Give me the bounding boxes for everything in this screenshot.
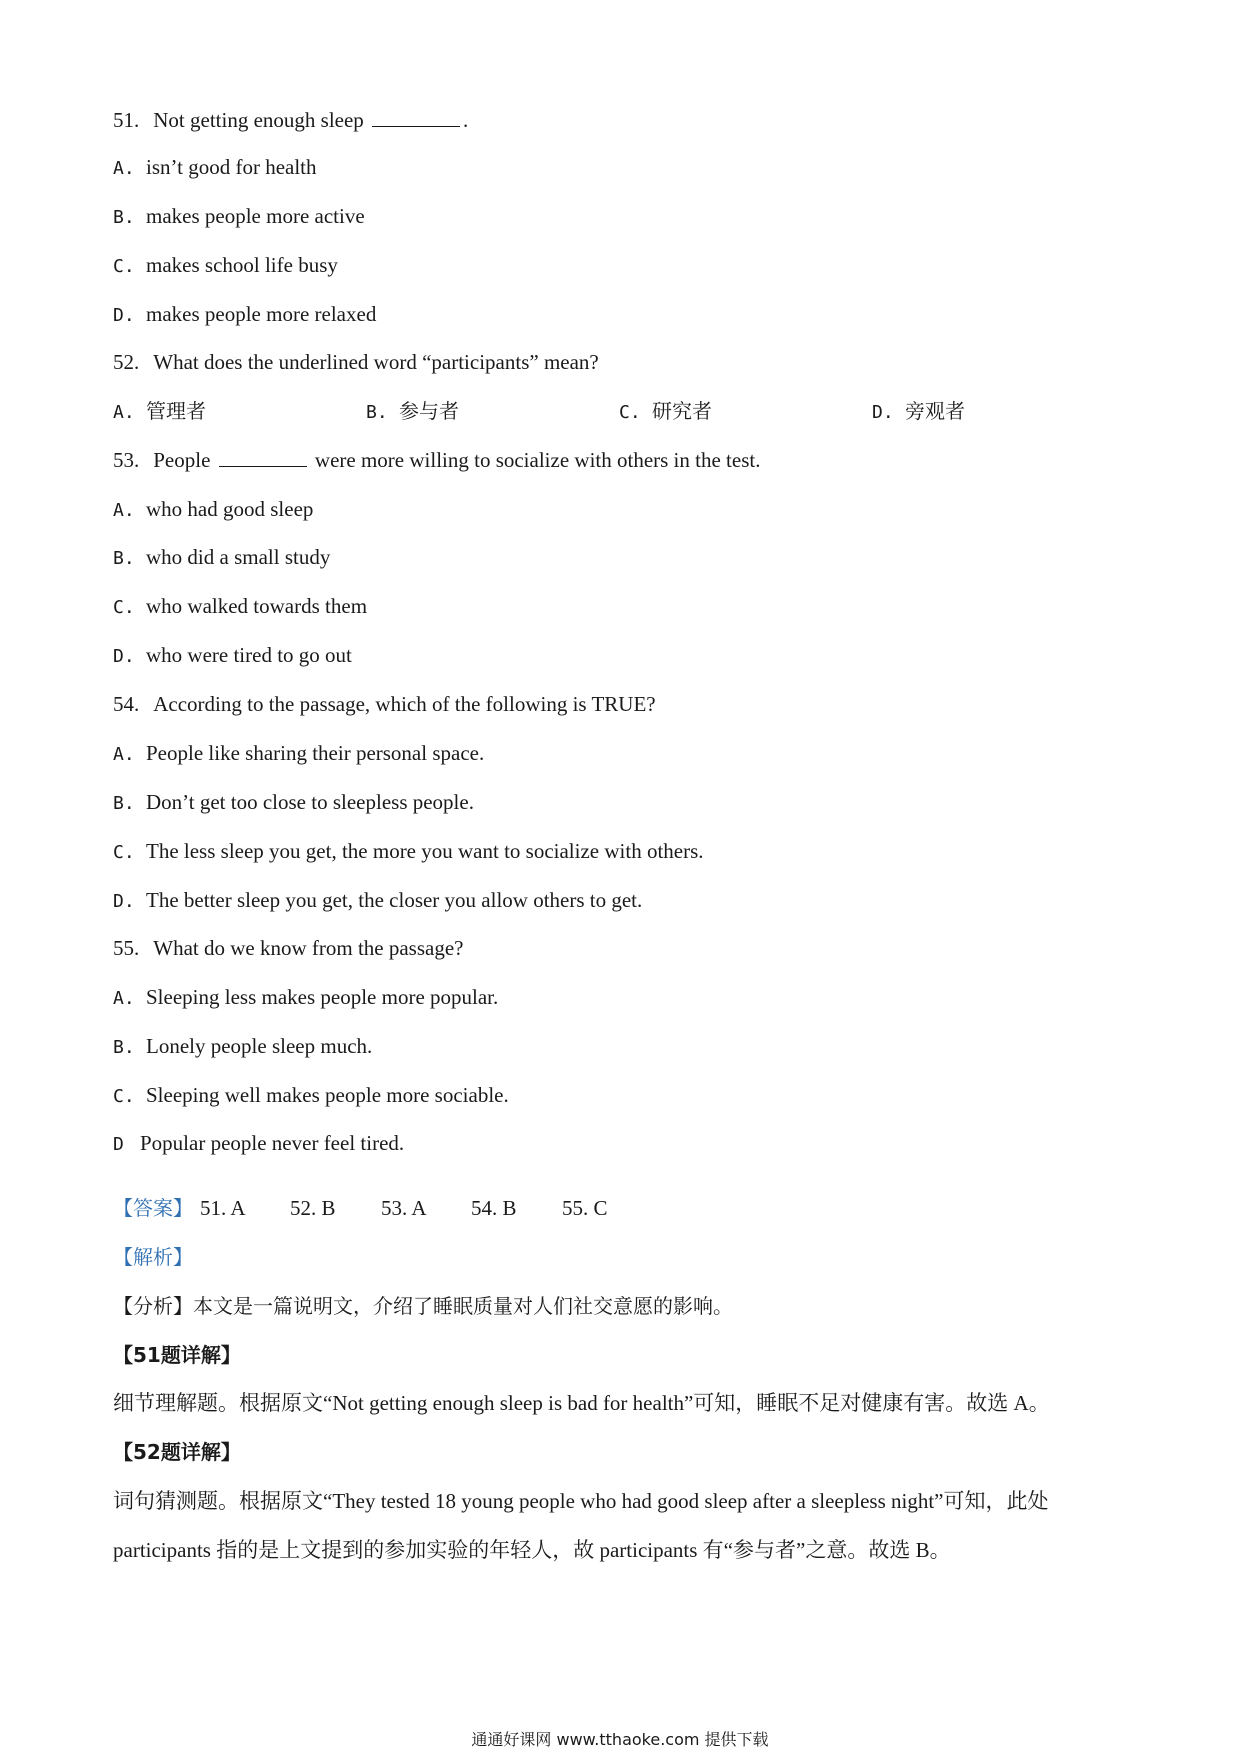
option-51-b <box>113 202 365 232</box>
question-52-stem <box>113 348 599 376</box>
option-text: The less sleep you get, the more you want to socialize with others. <box>146 839 704 863</box>
option-52-b <box>366 397 459 427</box>
q52-detail-heading: 【52题详解】 <box>113 1440 241 1464</box>
question-number: 54. <box>113 692 140 716</box>
option-letter: A. <box>113 988 135 1009</box>
question-51-stem <box>113 106 468 134</box>
option-letter: D <box>113 1134 124 1155</box>
option-54-b <box>113 788 474 818</box>
option-51-d <box>113 300 376 330</box>
option-letter: A. <box>113 158 135 179</box>
option-text: Sleeping well makes people more sociable. <box>146 1083 509 1107</box>
option-text: makes school life busy <box>146 253 338 277</box>
option-text: 管理者 <box>146 399 206 423</box>
option-text: Lonely people sleep much. <box>146 1034 373 1058</box>
question-stem-after: were more willing to socialize with others in the test. <box>314 448 761 472</box>
question-54-stem <box>113 690 656 718</box>
option-letter: B. <box>113 548 135 569</box>
question-53-stem <box>113 446 760 474</box>
option-53-b <box>113 543 330 573</box>
option-55-c <box>113 1081 509 1111</box>
answer-item: 55. C <box>562 1196 608 1220</box>
option-text: who had good sleep <box>146 497 314 521</box>
option-letter: A. <box>113 500 135 521</box>
question-stem-after: . <box>463 108 469 132</box>
option-51-c <box>113 251 338 281</box>
option-text: The better sleep you get, the closer you allow others to get. <box>146 888 643 912</box>
answer-row <box>113 1194 1113 1222</box>
answer-item: 51. A <box>200 1196 246 1220</box>
option-letter: A. <box>113 402 135 423</box>
option-51-a <box>113 153 317 183</box>
analysis-summary: 【分析】本文是一篇说明文，介绍了睡眠质量对人们社交意愿的影响。 <box>113 1294 733 1318</box>
option-52-c <box>619 397 712 427</box>
question-number: 51. <box>113 108 140 132</box>
option-52-a <box>113 397 206 427</box>
option-text: makes people more relaxed <box>146 302 377 326</box>
option-53-a <box>113 495 313 525</box>
option-letter: B. <box>113 793 135 814</box>
answer-label: 【答案】 <box>113 1196 193 1220</box>
option-text: who did a small study <box>146 545 331 569</box>
option-letter: B. <box>113 207 135 228</box>
q51-detail-text: 细节理解题。根据原文“Not getting enough sleep is bad for health”可知，睡眠不足对健康有害。故选 A。 <box>113 1391 1050 1415</box>
question-stem: According to the passage, which of the following is TRUE? <box>153 692 656 716</box>
option-letter: D. <box>872 402 894 423</box>
option-letter: C. <box>619 402 641 423</box>
option-text: who walked towards them <box>146 594 368 618</box>
option-letter: D. <box>113 646 135 667</box>
answer-item: 52. B <box>290 1196 336 1220</box>
option-text: Sleeping less makes people more popular. <box>146 985 499 1009</box>
question-stem: What does the underlined word “participants” mean? <box>153 350 599 374</box>
option-letter: C. <box>113 842 135 863</box>
option-text: Popular people never feel tired. <box>140 1131 405 1155</box>
q52-detail-text-line1: 词句猜测题。根据原文“They tested 18 young people who had good sleep after a sleepless night”可知，此处 <box>113 1489 1049 1513</box>
question-55-stem <box>113 934 463 962</box>
option-text: isn’t good for health <box>146 155 317 179</box>
answer-item: 53. A <box>381 1196 427 1220</box>
option-54-c <box>113 837 704 867</box>
option-55-b <box>113 1032 372 1062</box>
answer-item: 54. B <box>471 1196 517 1220</box>
option-text: 旁观者 <box>905 399 965 423</box>
option-text: 研究者 <box>652 399 712 423</box>
question-stem-before: Not getting enough sleep <box>153 108 364 132</box>
option-letter: B. <box>113 1037 135 1058</box>
answer-blank <box>372 108 460 127</box>
option-letter: C. <box>113 597 135 618</box>
option-letter: D. <box>113 305 135 326</box>
option-52-d <box>872 397 965 427</box>
q52-detail-text-line2: participants 指的是上文提到的参加实验的年轻人，故 participants 有“参与者”之意。故选 B。 <box>113 1538 951 1562</box>
option-letter: A. <box>113 744 135 765</box>
option-55-a <box>113 983 498 1013</box>
option-54-a <box>113 739 484 769</box>
option-text: 参与者 <box>399 399 459 423</box>
question-number: 55. <box>113 936 140 960</box>
analysis-label: 【解析】 <box>113 1245 193 1269</box>
option-letter: C. <box>113 256 135 277</box>
question-number: 52. <box>113 350 140 374</box>
answer-blank <box>219 448 307 467</box>
page-footer: 通通好课网 www.tthaoke.com 提供下载 <box>471 1730 769 1749</box>
option-letter: D. <box>113 891 135 912</box>
question-number: 53. <box>113 448 140 472</box>
option-text: Don’t get too close to sleepless people. <box>146 790 474 814</box>
question-52-options <box>113 397 1113 425</box>
option-letter: B. <box>366 402 388 423</box>
option-text: makes people more active <box>146 204 365 228</box>
option-54-d <box>113 886 642 916</box>
option-text: People like sharing their personal space. <box>146 741 485 765</box>
question-stem-before: People <box>153 448 211 472</box>
option-text: who were tired to go out <box>146 643 352 667</box>
option-53-d <box>113 641 352 671</box>
question-stem: What do we know from the passage? <box>153 936 464 960</box>
option-letter: C. <box>113 1086 135 1107</box>
option-53-c <box>113 592 367 622</box>
q51-detail-heading: 【51题详解】 <box>113 1343 241 1367</box>
option-55-d <box>113 1129 404 1159</box>
